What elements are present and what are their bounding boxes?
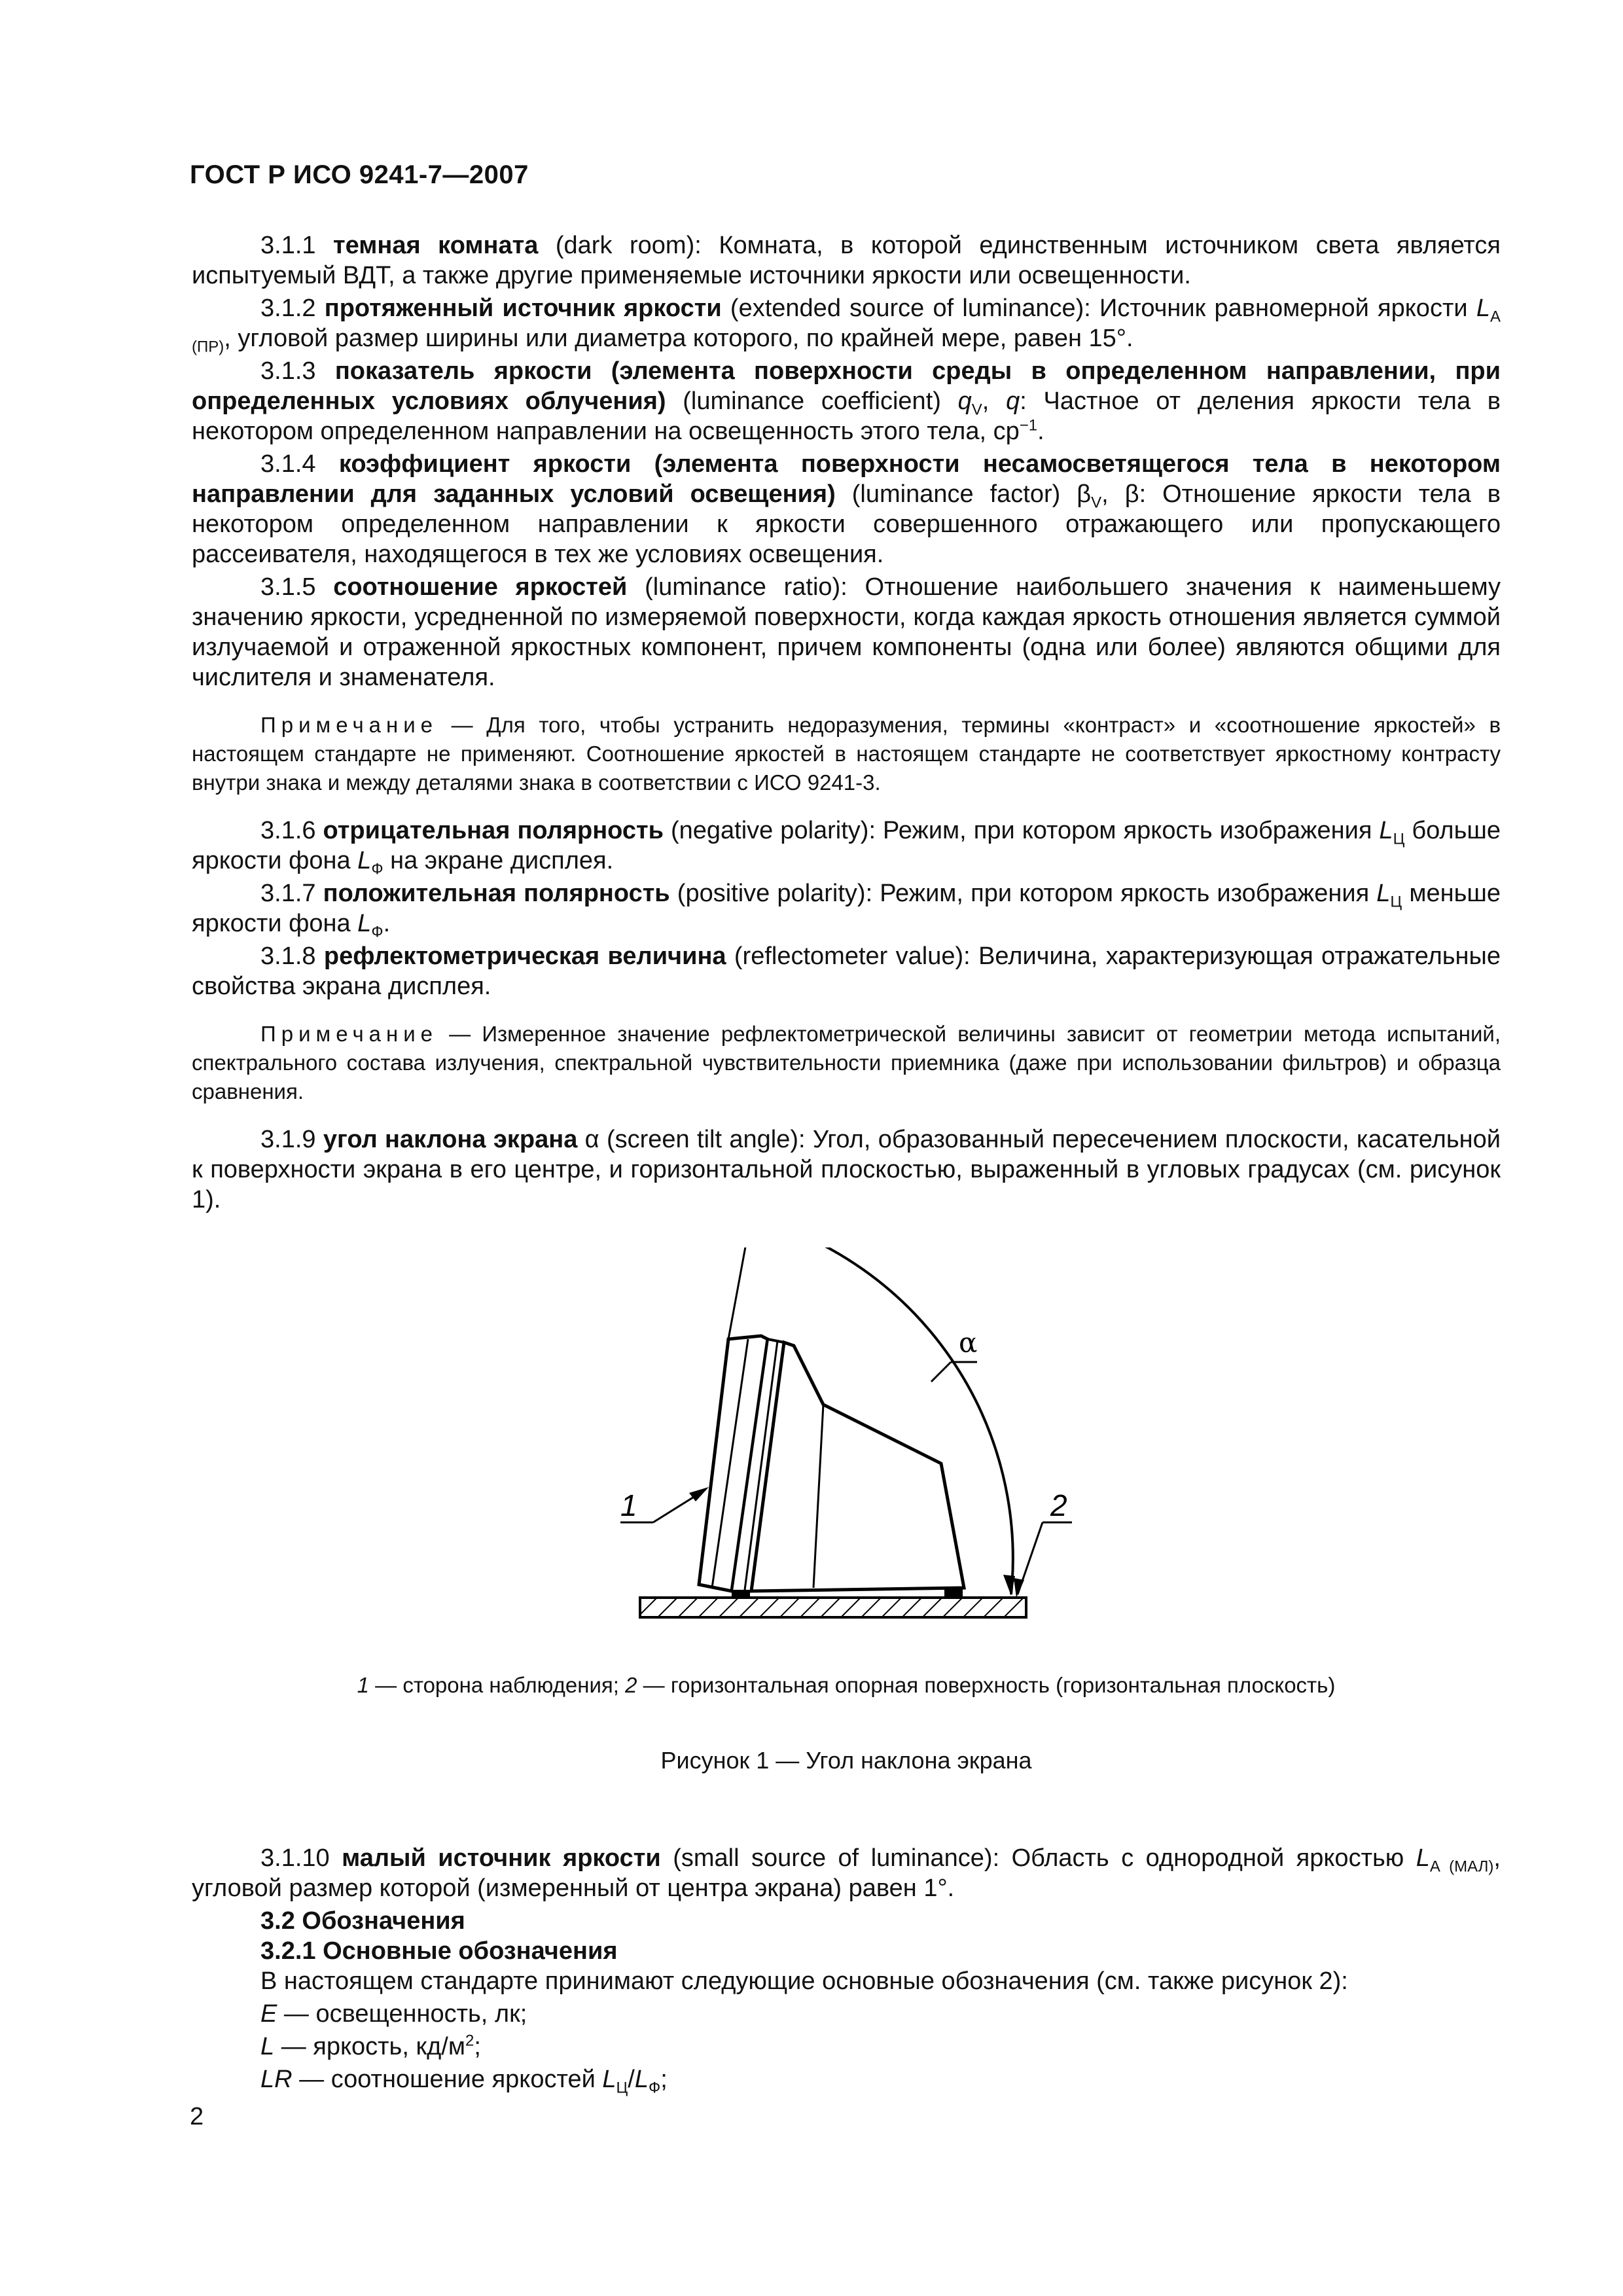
- note-2: Примечание — Измеренное значение рефлектометрической величины зависит от геометрии метода испытаний, спектрального состава излучения, спектральной чувствительности приемника (даже при использовании фильтров) и образца сравнения.: [192, 1022, 1501, 1103]
- figure-1-legend: 1 — сторона наблюдения; 2 — горизонтальная опорная поверхность (горизонтальная плоскость): [357, 1673, 1336, 1697]
- document-body: [192, 230, 1501, 2097]
- symbol-L: L — яркость, $кд/м^2$;: [260, 2032, 481, 2060]
- label-1-arrow: [689, 1487, 709, 1501]
- figure-1-caption: Рисунок 1 — Угол наклона экрана: [660, 1747, 1032, 1774]
- symbol-LR: LR — соотношение яркостей $L_Ц/L_Ф$;: [260, 2066, 668, 2097]
- clause-3-1-10: 3.1.10 малый источник яркости (small source of luminance): Область с однородной яркостью $L_{A (МАЛ)}$, угловой размер которой (измеренный от центра экрана) равен 1°.: [192, 1844, 1501, 1902]
- clause-3-1-5: 3.1.5 соотношение яркостей (luminance ratio): Отношение наибольшего значения к наименьшему значению яркости, усредненной по измеряемой поверхности, когда каждая яркость отношения является суммой излучаемой и отраженной яркостных компонент, причем компоненты (одна или более) являются общими для числителя и знаменателя.: [192, 573, 1501, 691]
- symbols-intro: В настоящем стандарте принимают следующие основные обозначения (см. также рисунок 2):: [260, 1967, 1348, 1995]
- tangent-line: [728, 1247, 752, 1339]
- clause-3-1-9: 3.1.9 угол наклона экрана α (screen tilt angle): Угол, образованный пересечением плоскости, касательной к поверхности экрана в его центре, и горизонтальной плоскостью, выраженный в угловых градусах (см. рисунок 1).: [192, 1126, 1501, 1213]
- label-2-arrow: [1014, 1578, 1024, 1598]
- label-2: 2: [1050, 1488, 1067, 1522]
- clause-3-1-1: 3.1.1 темная комната (dark room): Комната, в которой единственным источником света является испытуемый ВДТ, а также другие применяемые источники яркости или освещенности.: [192, 232, 1501, 289]
- clause-3-1-8: 3.1.8 рефлектометрическая величина (reflectometer value): Величина, характеризующая отражательные свойства экрана дисплея.: [192, 942, 1501, 1000]
- screen-tilt-diagram: [192, 1247, 1501, 1640]
- label-1: 1: [620, 1488, 637, 1522]
- note-1: Примечание — Для того, чтобы устранить недоразумения, термины «контраст» и «соотношение яркостей» в настоящем стандарте не применяют. Соотношение яркостей в настоящем стандарте не соответствует яркостному контрасту внутри знака и между деталями знака в соответствии с ИСО 9241-3.: [192, 713, 1501, 795]
- symbol-E: E — освещенность, лк;: [260, 2000, 527, 2028]
- figure-1: [192, 1247, 1501, 1640]
- horizontal-support-surface: [640, 1598, 1026, 1617]
- alpha-label: α: [959, 1327, 978, 1359]
- clause-3-1-3: 3.1.3 показатель яркости (элемента поверхности среды в определенном направлении, при определенных условиях облучения) (luminance coefficient) $q_V$, q: Частное от деления яркости тела в некотором определенном направлении на освещенность этого тела, $ср^{-1}$.: [192, 357, 1501, 445]
- page-number: 2: [190, 2103, 204, 2130]
- section-3-2-1-heading: 3.2.1 Основные обозначения: [260, 1937, 618, 1965]
- section-3-2-heading: 3.2 Обозначения: [260, 1907, 465, 1935]
- alpha-leader-diag: [931, 1362, 951, 1382]
- clause-3-1-4: 3.1.4 коэффициент яркости (элемента поверхности несамосветящегося тела в некотором направлении для заданных условий освещения) (luminance factor) $\beta_V$, β: Отношение яркости тела в некотором определенном направлении к яркости совершенного отражающего или пропускающего рассеивателя, находящегося в тех же условиях освещения.: [192, 450, 1501, 568]
- document-header: ГОСТ Р ИСО 9241-7—2007: [190, 160, 529, 189]
- clause-3-1-6: 3.1.6 отрицательная полярность (negative polarity): Режим, при котором яркость изображения $L_Ц$ больше яркости фона $L_Ф$ на экране дисплея.: [192, 817, 1501, 878]
- clause-3-1-7: 3.1.7 положительная полярность (positive polarity): Режим, при котором яркость изображения $L_Ц$ меньше яркости фона $L_Ф$.: [192, 880, 1501, 941]
- arc-arrow-end: [1003, 1575, 1015, 1596]
- clause-3-1-2: 3.1.2 протяженный источник яркости (extended source of luminance): Источник равномерной яркости $L_{A (ПР)}$, угловой размер ширины или диаметра которого, по крайней мере, равен 15°.: [192, 295, 1501, 356]
